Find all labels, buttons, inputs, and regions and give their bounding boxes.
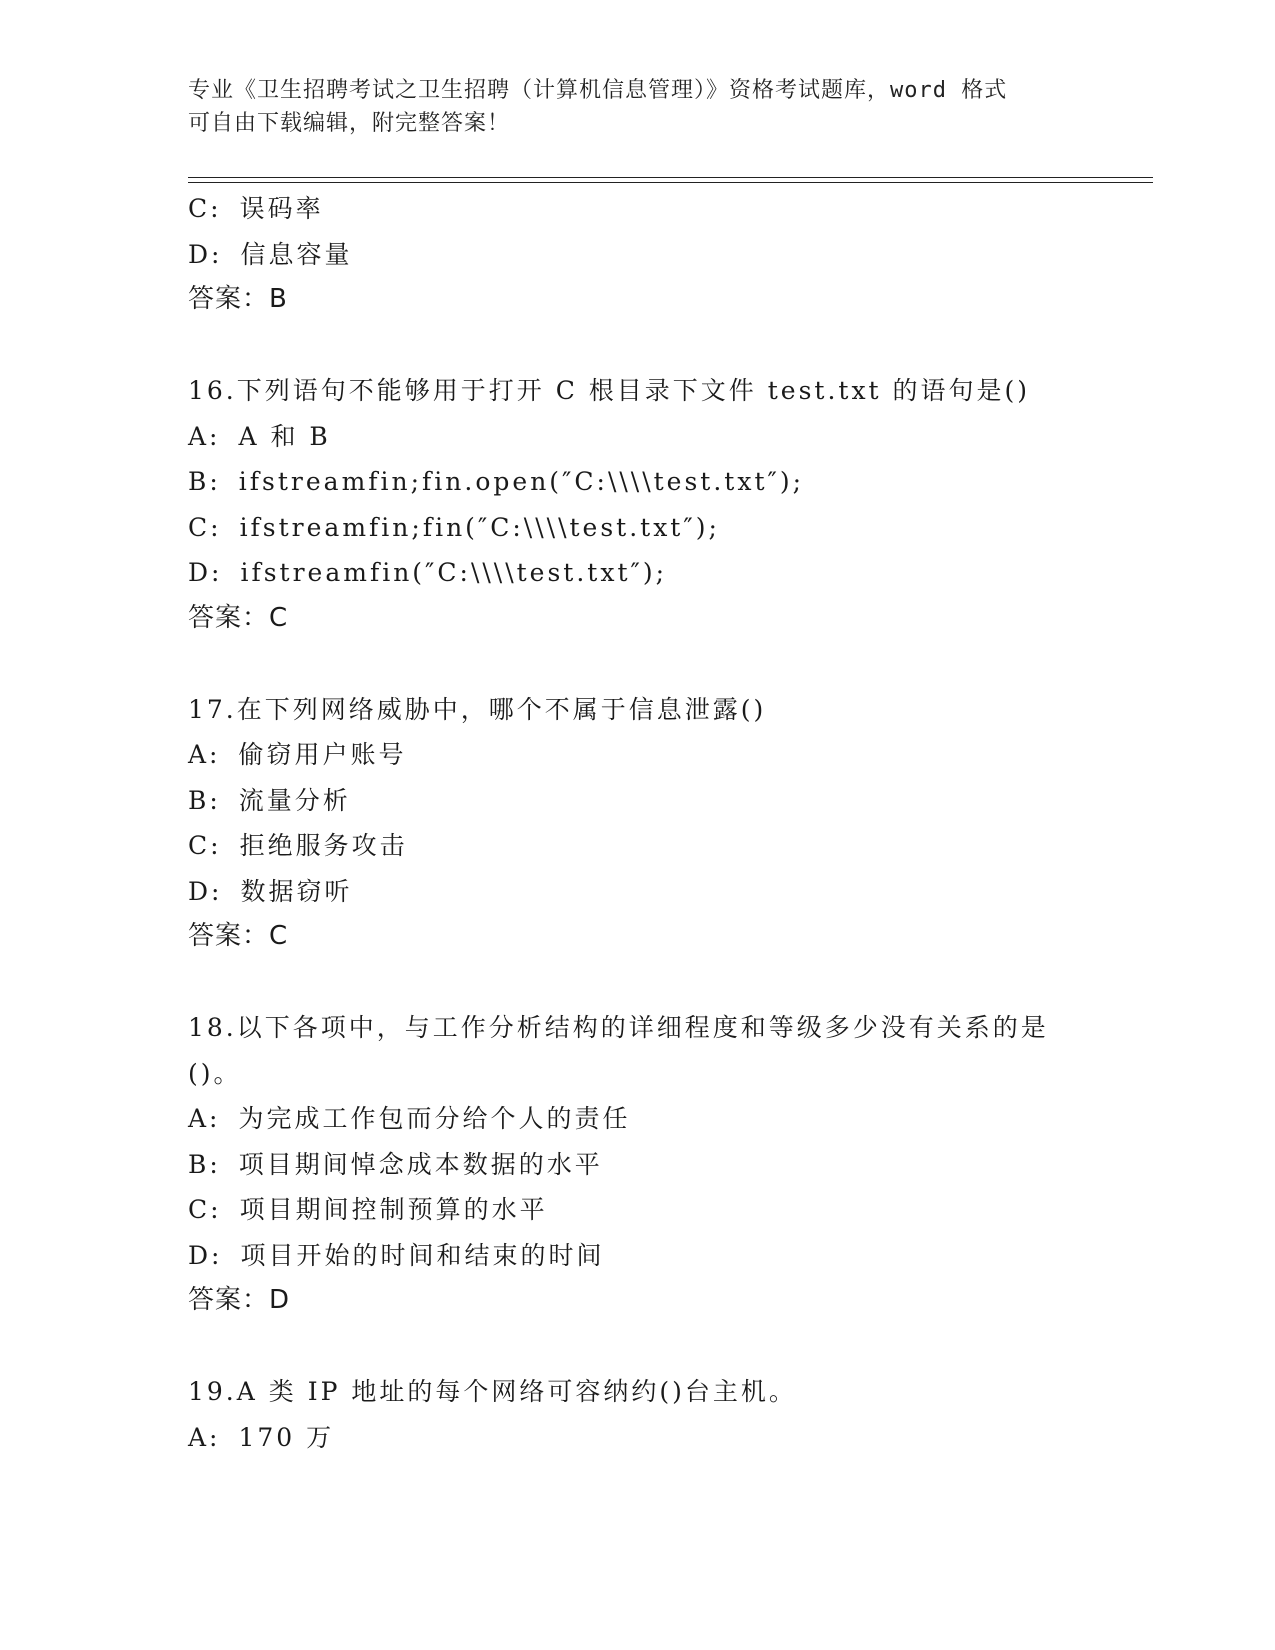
option-c: [188, 1187, 1088, 1233]
option-key: D:: [188, 239, 223, 269]
question-18-stem-continued: ()。: [188, 1058, 242, 1088]
option-key: A:: [188, 421, 221, 451]
option-key: C:: [188, 194, 222, 223]
option-key: C:: [188, 831, 222, 860]
option-text: A 和 B: [238, 421, 331, 451]
option-d: [188, 550, 1088, 596]
option-key: D:: [188, 1240, 223, 1270]
option-d: [188, 869, 1088, 915]
option-key: A:: [188, 1104, 221, 1133]
option-text: ifstreamfin(″C:\\\\test.txt″);: [240, 558, 668, 587]
option-a: [188, 1096, 1088, 1142]
option-key: A:: [188, 1422, 221, 1452]
answer-line: 答案：C: [188, 921, 289, 951]
option-key: C:: [188, 1195, 222, 1224]
option-c: [188, 823, 1088, 869]
option-key: B:: [188, 785, 221, 815]
question-list: [188, 186, 1088, 1460]
option-key: D:: [188, 558, 223, 587]
option-text: 数据窃听: [240, 876, 353, 906]
header-line-2: 可自由下载编辑，附完整答案！: [188, 111, 511, 136]
spacer: [188, 960, 1088, 1006]
answer-line: 答案：C: [188, 602, 289, 633]
answer-line: 答案：D: [188, 1285, 291, 1315]
option-text: 拒绝服务攻击: [239, 831, 408, 860]
option-text: 信息容量: [240, 239, 353, 269]
option-key: A:: [188, 740, 221, 769]
option-text: 为完成工作包而分给个人的责任: [238, 1104, 631, 1133]
option-text: ifstreamfin;fin(″C:\\\\test.txt″);: [239, 512, 720, 542]
header-divider-top: [188, 177, 1153, 178]
option-a: [188, 732, 1088, 778]
spacer: [188, 323, 1088, 369]
option-c: [188, 186, 1088, 232]
answer-line: 答案：B: [188, 284, 288, 314]
option-text: 流量分析: [238, 785, 351, 815]
option-text: 项目期间控制预算的水平: [239, 1195, 548, 1224]
option-text: 项目开始的时间和结束的时间: [240, 1240, 605, 1270]
spacer: [188, 641, 1088, 687]
question-18-stem: 18.以下各项中，与工作分析结构的详细程度和等级多少没有关系的是: [188, 1013, 1049, 1042]
option-key: B:: [188, 1149, 221, 1179]
option-d: [188, 232, 1088, 278]
option-text: 项目期间悼念成本数据的水平: [238, 1149, 603, 1179]
option-key: B:: [188, 467, 221, 496]
option-c: [188, 505, 1088, 551]
option-b: [188, 459, 1088, 505]
document-header: [188, 74, 1088, 140]
option-text: ifstreamfin;fin.open(″C:\\\\test.txt″);: [238, 467, 805, 496]
question-19-stem: 19.A 类 IP 地址的每个网络可容纳约()台主机。: [188, 1377, 797, 1406]
question-17-stem: 17.在下列网络威胁中，哪个不属于信息泄露(): [188, 694, 767, 724]
question-16-stem: 16.下列语句不能够用于打开 C 根目录下文件 test.txt 的语句是(): [188, 376, 1031, 405]
option-key: D:: [188, 876, 223, 906]
option-b: [188, 1142, 1088, 1188]
spacer: [188, 1324, 1088, 1370]
option-a: [188, 414, 1088, 460]
option-text: 误码率: [239, 194, 324, 223]
header-divider-bottom: [188, 182, 1153, 183]
option-b: [188, 778, 1088, 824]
option-text: 偷窃用户账号: [238, 740, 407, 769]
option-text: 170 万: [238, 1422, 335, 1452]
header-line-1: 专业《卫生招聘考试之卫生招聘（计算机信息管理）》资格考试题库，word 格式: [188, 78, 1008, 103]
option-d: [188, 1233, 1088, 1279]
option-a: [188, 1415, 1088, 1461]
option-key: C:: [188, 512, 222, 542]
